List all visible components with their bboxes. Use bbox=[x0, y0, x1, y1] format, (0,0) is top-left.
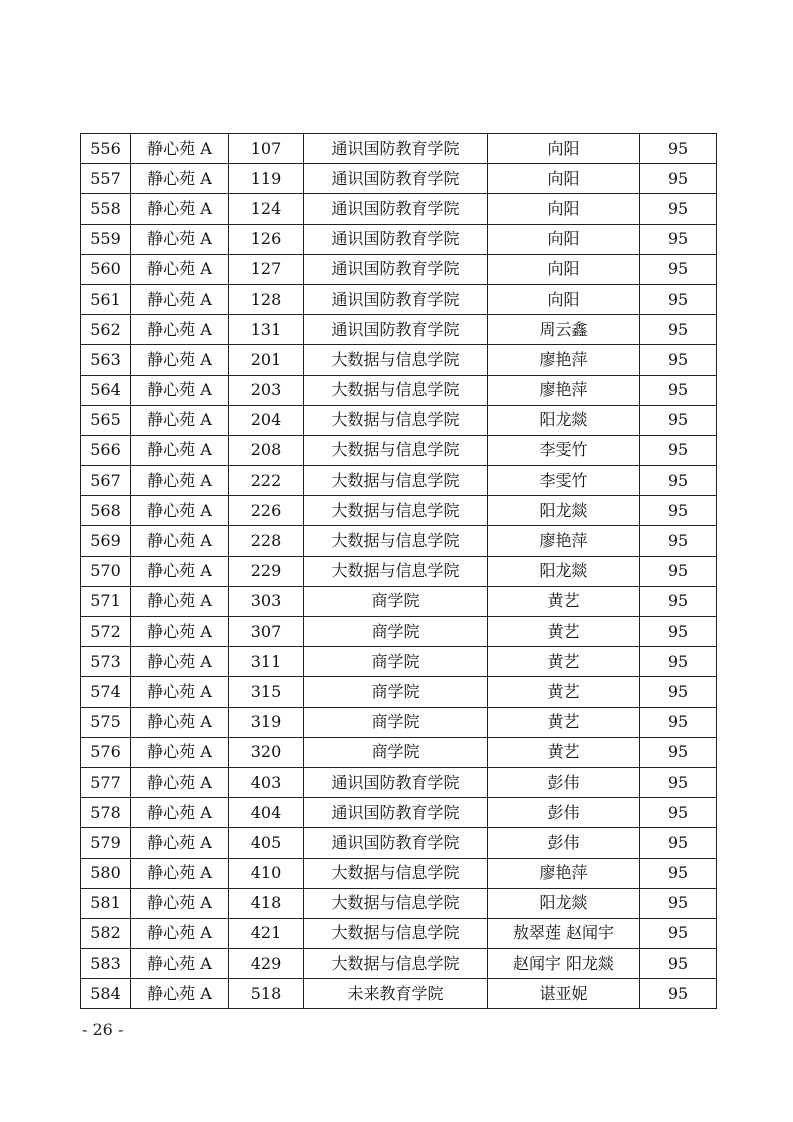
building-cell: 静心苑 A bbox=[131, 767, 229, 797]
row-number-cell: 565 bbox=[81, 405, 131, 435]
row-number-cell: 580 bbox=[81, 858, 131, 888]
row-number-cell: 572 bbox=[81, 617, 131, 647]
counselor-cell: 李雯竹 bbox=[488, 466, 640, 496]
counselor-cell: 向阳 bbox=[488, 134, 640, 164]
score-cell: 95 bbox=[640, 315, 717, 345]
room-number-cell: 319 bbox=[229, 707, 304, 737]
counselor-cell: 彭伟 bbox=[488, 767, 640, 797]
counselor-cell: 阳龙燚 bbox=[488, 405, 640, 435]
college-cell: 大数据与信息学院 bbox=[304, 405, 488, 435]
room-number-cell: 405 bbox=[229, 828, 304, 858]
counselor-cell: 廖艳萍 bbox=[488, 526, 640, 556]
table-row bbox=[81, 647, 717, 677]
score-cell: 95 bbox=[640, 858, 717, 888]
building-cell: 静心苑 A bbox=[131, 164, 229, 194]
table-row bbox=[81, 164, 717, 194]
page-number: - 26 - bbox=[82, 1020, 124, 1039]
counselor-cell: 黄艺 bbox=[488, 647, 640, 677]
building-cell: 静心苑 A bbox=[131, 254, 229, 284]
row-number-cell: 566 bbox=[81, 435, 131, 465]
score-cell: 95 bbox=[640, 767, 717, 797]
college-cell: 商学院 bbox=[304, 617, 488, 647]
counselor-cell: 向阳 bbox=[488, 284, 640, 314]
room-number-cell: 404 bbox=[229, 798, 304, 828]
counselor-cell: 阳龙燚 bbox=[488, 496, 640, 526]
room-number-cell: 320 bbox=[229, 737, 304, 767]
score-cell: 95 bbox=[640, 556, 717, 586]
building-cell: 静心苑 A bbox=[131, 798, 229, 828]
college-cell: 大数据与信息学院 bbox=[304, 858, 488, 888]
college-cell: 未来教育学院 bbox=[304, 979, 488, 1009]
row-number-cell: 561 bbox=[81, 284, 131, 314]
table-row bbox=[81, 466, 717, 496]
room-number-cell: 303 bbox=[229, 586, 304, 616]
row-number-cell: 563 bbox=[81, 345, 131, 375]
counselor-cell: 赵闻宇 阳龙燚 bbox=[488, 949, 640, 979]
college-cell: 通识国防教育学院 bbox=[304, 164, 488, 194]
score-cell: 95 bbox=[640, 677, 717, 707]
college-cell: 通识国防教育学院 bbox=[304, 828, 488, 858]
score-cell: 95 bbox=[640, 828, 717, 858]
counselor-cell: 黄艺 bbox=[488, 707, 640, 737]
counselor-cell: 向阳 bbox=[488, 254, 640, 284]
score-cell: 95 bbox=[640, 164, 717, 194]
table-row bbox=[81, 707, 717, 737]
room-number-cell: 307 bbox=[229, 617, 304, 647]
table-row bbox=[81, 828, 717, 858]
table-row bbox=[81, 617, 717, 647]
counselor-cell: 黄艺 bbox=[488, 617, 640, 647]
college-cell: 商学院 bbox=[304, 737, 488, 767]
counselor-cell: 谌亚妮 bbox=[488, 979, 640, 1009]
room-number-cell: 128 bbox=[229, 284, 304, 314]
table-row bbox=[81, 526, 717, 556]
counselor-cell: 李雯竹 bbox=[488, 435, 640, 465]
row-number-cell: 564 bbox=[81, 375, 131, 405]
counselor-cell: 向阳 bbox=[488, 194, 640, 224]
building-cell: 静心苑 A bbox=[131, 677, 229, 707]
score-cell: 95 bbox=[640, 466, 717, 496]
room-number-cell: 222 bbox=[229, 466, 304, 496]
score-cell: 95 bbox=[640, 737, 717, 767]
college-cell: 大数据与信息学院 bbox=[304, 918, 488, 948]
table-row bbox=[81, 435, 717, 465]
room-number-cell: 119 bbox=[229, 164, 304, 194]
room-number-cell: 107 bbox=[229, 134, 304, 164]
table-row bbox=[81, 405, 717, 435]
table-row bbox=[81, 134, 717, 164]
counselor-cell: 黄艺 bbox=[488, 677, 640, 707]
counselor-cell: 向阳 bbox=[488, 164, 640, 194]
room-number-cell: 228 bbox=[229, 526, 304, 556]
college-cell: 商学院 bbox=[304, 586, 488, 616]
college-cell: 通识国防教育学院 bbox=[304, 284, 488, 314]
row-number-cell: 568 bbox=[81, 496, 131, 526]
row-number-cell: 578 bbox=[81, 798, 131, 828]
room-number-cell: 203 bbox=[229, 375, 304, 405]
college-cell: 大数据与信息学院 bbox=[304, 375, 488, 405]
counselor-cell: 阳龙燚 bbox=[488, 888, 640, 918]
counselor-cell: 廖艳萍 bbox=[488, 375, 640, 405]
building-cell: 静心苑 A bbox=[131, 375, 229, 405]
room-number-cell: 208 bbox=[229, 435, 304, 465]
college-cell: 商学院 bbox=[304, 647, 488, 677]
building-cell: 静心苑 A bbox=[131, 737, 229, 767]
counselor-cell: 廖艳萍 bbox=[488, 345, 640, 375]
row-number-cell: 560 bbox=[81, 254, 131, 284]
row-number-cell: 579 bbox=[81, 828, 131, 858]
row-number-cell: 571 bbox=[81, 586, 131, 616]
building-cell: 静心苑 A bbox=[131, 918, 229, 948]
score-cell: 95 bbox=[640, 284, 717, 314]
college-cell: 大数据与信息学院 bbox=[304, 949, 488, 979]
table-row bbox=[81, 979, 717, 1009]
score-cell: 95 bbox=[640, 526, 717, 556]
room-number-cell: 127 bbox=[229, 254, 304, 284]
table-row bbox=[81, 375, 717, 405]
score-cell: 95 bbox=[640, 798, 717, 828]
building-cell: 静心苑 A bbox=[131, 979, 229, 1009]
row-number-cell: 584 bbox=[81, 979, 131, 1009]
row-number-cell: 558 bbox=[81, 194, 131, 224]
room-number-cell: 126 bbox=[229, 224, 304, 254]
room-number-cell: 204 bbox=[229, 405, 304, 435]
building-cell: 静心苑 A bbox=[131, 315, 229, 345]
college-cell: 通识国防教育学院 bbox=[304, 254, 488, 284]
table-row bbox=[81, 949, 717, 979]
row-number-cell: 573 bbox=[81, 647, 131, 677]
building-cell: 静心苑 A bbox=[131, 435, 229, 465]
score-cell: 95 bbox=[640, 979, 717, 1009]
college-cell: 大数据与信息学院 bbox=[304, 526, 488, 556]
building-cell: 静心苑 A bbox=[131, 586, 229, 616]
building-cell: 静心苑 A bbox=[131, 194, 229, 224]
college-cell: 通识国防教育学院 bbox=[304, 798, 488, 828]
college-cell: 大数据与信息学院 bbox=[304, 345, 488, 375]
room-number-cell: 229 bbox=[229, 556, 304, 586]
building-cell: 静心苑 A bbox=[131, 134, 229, 164]
counselor-cell: 黄艺 bbox=[488, 737, 640, 767]
building-cell: 静心苑 A bbox=[131, 284, 229, 314]
college-cell: 商学院 bbox=[304, 707, 488, 737]
table-row bbox=[81, 315, 717, 345]
row-number-cell: 557 bbox=[81, 164, 131, 194]
score-cell: 95 bbox=[640, 617, 717, 647]
building-cell: 静心苑 A bbox=[131, 224, 229, 254]
score-cell: 95 bbox=[640, 345, 717, 375]
score-cell: 95 bbox=[640, 405, 717, 435]
table-row bbox=[81, 858, 717, 888]
table-row bbox=[81, 254, 717, 284]
row-number-cell: 567 bbox=[81, 466, 131, 496]
college-cell: 通识国防教育学院 bbox=[304, 767, 488, 797]
counselor-cell: 敖翠莲 赵闻宇 bbox=[488, 918, 640, 948]
room-number-cell: 518 bbox=[229, 979, 304, 1009]
building-cell: 静心苑 A bbox=[131, 345, 229, 375]
row-number-cell: 574 bbox=[81, 677, 131, 707]
table-row bbox=[81, 194, 717, 224]
counselor-cell: 周云鑫 bbox=[488, 315, 640, 345]
college-cell: 大数据与信息学院 bbox=[304, 466, 488, 496]
dormitory-score-table bbox=[80, 133, 717, 1009]
table-row bbox=[81, 345, 717, 375]
college-cell: 商学院 bbox=[304, 677, 488, 707]
score-cell: 95 bbox=[640, 134, 717, 164]
row-number-cell: 583 bbox=[81, 949, 131, 979]
score-cell: 95 bbox=[640, 888, 717, 918]
room-number-cell: 421 bbox=[229, 918, 304, 948]
college-cell: 大数据与信息学院 bbox=[304, 435, 488, 465]
college-cell: 大数据与信息学院 bbox=[304, 556, 488, 586]
room-number-cell: 315 bbox=[229, 677, 304, 707]
table-row bbox=[81, 224, 717, 254]
row-number-cell: 569 bbox=[81, 526, 131, 556]
row-number-cell: 562 bbox=[81, 315, 131, 345]
room-number-cell: 311 bbox=[229, 647, 304, 677]
building-cell: 静心苑 A bbox=[131, 526, 229, 556]
counselor-cell: 廖艳萍 bbox=[488, 858, 640, 888]
table-body bbox=[81, 134, 717, 1009]
room-number-cell: 226 bbox=[229, 496, 304, 526]
building-cell: 静心苑 A bbox=[131, 617, 229, 647]
row-number-cell: 581 bbox=[81, 888, 131, 918]
building-cell: 静心苑 A bbox=[131, 858, 229, 888]
room-number-cell: 410 bbox=[229, 858, 304, 888]
score-cell: 95 bbox=[640, 586, 717, 616]
college-cell: 通识国防教育学院 bbox=[304, 134, 488, 164]
building-cell: 静心苑 A bbox=[131, 828, 229, 858]
building-cell: 静心苑 A bbox=[131, 647, 229, 677]
score-cell: 95 bbox=[640, 949, 717, 979]
score-cell: 95 bbox=[640, 496, 717, 526]
counselor-cell: 黄艺 bbox=[488, 586, 640, 616]
table-row bbox=[81, 586, 717, 616]
row-number-cell: 576 bbox=[81, 737, 131, 767]
building-cell: 静心苑 A bbox=[131, 496, 229, 526]
counselor-cell: 彭伟 bbox=[488, 828, 640, 858]
room-number-cell: 403 bbox=[229, 767, 304, 797]
score-cell: 95 bbox=[640, 647, 717, 677]
row-number-cell: 570 bbox=[81, 556, 131, 586]
row-number-cell: 559 bbox=[81, 224, 131, 254]
building-cell: 静心苑 A bbox=[131, 556, 229, 586]
counselor-cell: 彭伟 bbox=[488, 798, 640, 828]
college-cell: 大数据与信息学院 bbox=[304, 888, 488, 918]
room-number-cell: 418 bbox=[229, 888, 304, 918]
room-number-cell: 201 bbox=[229, 345, 304, 375]
row-number-cell: 582 bbox=[81, 918, 131, 948]
table-row bbox=[81, 556, 717, 586]
table-row bbox=[81, 284, 717, 314]
score-cell: 95 bbox=[640, 707, 717, 737]
college-cell: 大数据与信息学院 bbox=[304, 496, 488, 526]
row-number-cell: 575 bbox=[81, 707, 131, 737]
score-cell: 95 bbox=[640, 375, 717, 405]
table-row bbox=[81, 737, 717, 767]
building-cell: 静心苑 A bbox=[131, 949, 229, 979]
college-cell: 通识国防教育学院 bbox=[304, 224, 488, 254]
row-number-cell: 577 bbox=[81, 767, 131, 797]
building-cell: 静心苑 A bbox=[131, 888, 229, 918]
table-row bbox=[81, 496, 717, 526]
score-cell: 95 bbox=[640, 435, 717, 465]
table-row bbox=[81, 888, 717, 918]
college-cell: 通识国防教育学院 bbox=[304, 315, 488, 345]
table-row bbox=[81, 798, 717, 828]
room-number-cell: 124 bbox=[229, 194, 304, 224]
building-cell: 静心苑 A bbox=[131, 707, 229, 737]
table-row bbox=[81, 767, 717, 797]
table-row bbox=[81, 677, 717, 707]
table-row bbox=[81, 918, 717, 948]
score-cell: 95 bbox=[640, 224, 717, 254]
building-cell: 静心苑 A bbox=[131, 466, 229, 496]
room-number-cell: 429 bbox=[229, 949, 304, 979]
counselor-cell: 阳龙燚 bbox=[488, 556, 640, 586]
score-cell: 95 bbox=[640, 254, 717, 284]
row-number-cell: 556 bbox=[81, 134, 131, 164]
counselor-cell: 向阳 bbox=[488, 224, 640, 254]
score-cell: 95 bbox=[640, 918, 717, 948]
college-cell: 通识国防教育学院 bbox=[304, 194, 488, 224]
score-cell: 95 bbox=[640, 194, 717, 224]
building-cell: 静心苑 A bbox=[131, 405, 229, 435]
room-number-cell: 131 bbox=[229, 315, 304, 345]
